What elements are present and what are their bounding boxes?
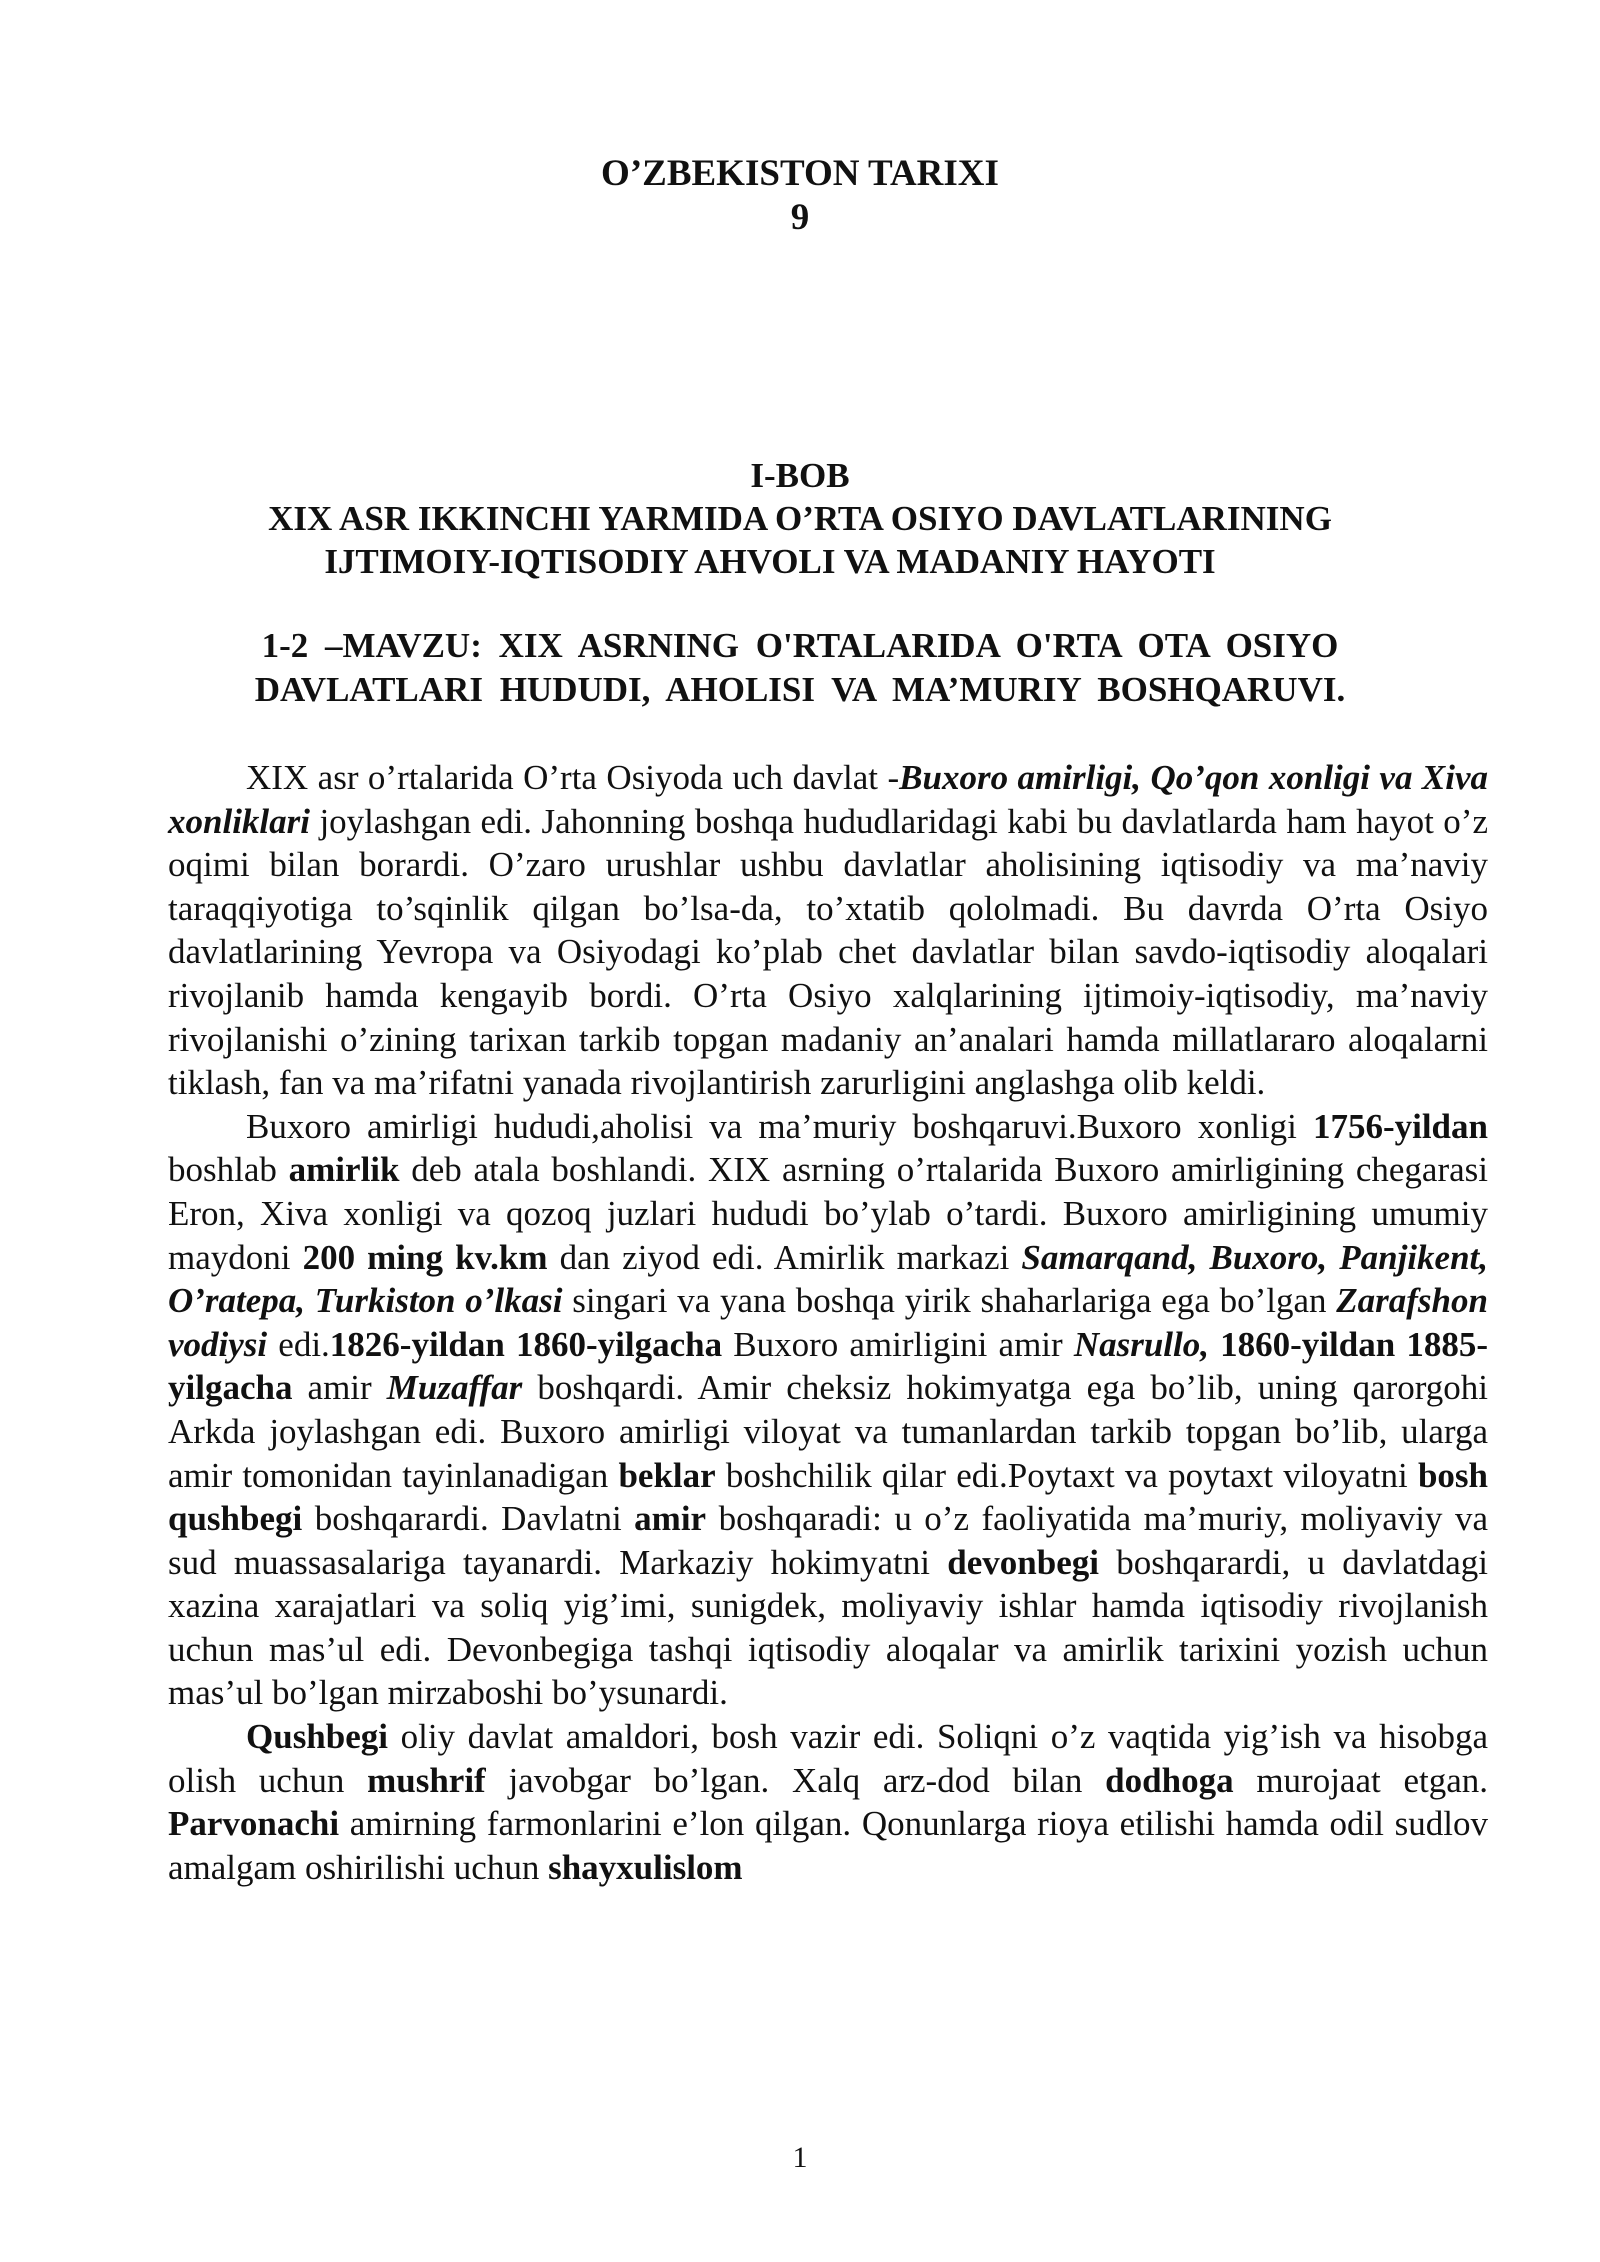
grade-number: 9 <box>790 197 810 238</box>
topic-title-line1: 1-2 –MAVZU: XIX ASRNING O'RTALARIDA O'RTA OTA OSIYO <box>261 626 1339 665</box>
emphasis-text: Buxoro amirligi, Qo’qon xonligi va Xiva xonliklari <box>168 758 1488 841</box>
text-run: XIX asr o’rtalarida O’rta Osiyoda uch davlat - <box>246 758 900 797</box>
text-run: deb atala boshlandi. XIX asrning o’rtalarida Buxoro amirligining chegarasi Eron, Xiva xonligi va qozoq juzlari hududi bo’ylab o’tardi. Buxoro amirligining umumiy maydoni <box>168 1150 1488 1277</box>
emphasis-text: Nasrullo, <box>1073 1324 1210 1364</box>
emphasis-text: Parvonachi <box>168 1804 340 1844</box>
emphasis-text: Samarqand, Buxoro, Panjikent, O’ratepa, Turkiston o’lkasi <box>168 1237 1489 1321</box>
text-run: javobgar bo’lgan. Xalq arz-dod bilan <box>485 1760 1106 1800</box>
text-run: Buxoro amirligi hududi,aholisi va ma’muriy boshqaruvi.Buxoro xonligi <box>246 1106 1313 1146</box>
emphasis-text: dodhoga <box>1105 1760 1234 1800</box>
emphasis-text: 200 ming kv.km <box>302 1237 548 1277</box>
paragraph <box>168 1105 1488 1715</box>
text-run: boshqaradi: u o’z faoliyatida ma’muriy, moliyaviy va sud muassasalariga tayanardi. Markaziy hokimyatni <box>168 1499 1488 1582</box>
text-run: amirning farmonlarini e’lon qilgan. Qonunlarga rioya etilishi hamda odil sudlov amalgam oshirilishi uchun <box>168 1804 1488 1887</box>
text-run: singari va yana boshqa yirik shaharlariga ega bo’lgan <box>562 1281 1337 1321</box>
text-run: boshchilik qilar edi.Poytaxt va poytaxt viloyatni <box>715 1455 1418 1495</box>
body-text <box>168 756 1488 1889</box>
topic-heading <box>0 624 1600 712</box>
emphasis-text: 1826-yildan 1860-yilgacha <box>329 1324 723 1364</box>
emphasis-text: bosh qushbegi <box>168 1455 1488 1539</box>
emphasis-text: Zarafshon vodiysi <box>168 1281 1488 1364</box>
text-run: Buxoro amirligini amir <box>722 1324 1074 1364</box>
chapter-title-line1: XIX ASR IKKINCHI YARMIDA O’RTA OSIYO DAVLATLARINING <box>268 499 1332 538</box>
emphasis-text: Qushbegi <box>246 1717 388 1757</box>
chapter-heading <box>0 454 1600 583</box>
text-run <box>1209 1325 1220 1364</box>
emphasis-text: beklar <box>618 1455 716 1495</box>
text-run: oliy davlat amaldori, bosh vazir edi. Soliqni o’z vaqtida yig’ish va hisobga olish uchun <box>168 1717 1488 1800</box>
text-run: dan ziyod edi. Amirlik markazi <box>547 1237 1022 1277</box>
emphasis-text: mushrif <box>367 1760 486 1800</box>
emphasis-text: shayxulislom <box>548 1847 743 1887</box>
emphasis-text: amirlik <box>288 1150 400 1190</box>
emphasis-text: Muzaffar <box>386 1368 523 1408</box>
emphasis-text: devonbegi <box>947 1542 1099 1582</box>
text-run: murojaat etgan. <box>1233 1760 1488 1800</box>
chapter-label: I-BOB <box>750 456 850 495</box>
emphasis-text: 1860-yildan 1885-yilgacha <box>168 1324 1488 1408</box>
text-run: edi. <box>267 1324 330 1364</box>
chapter-title-line2: IJTIMOIY-IQTISODIY AHVOLI VA MADANIY HAYOTI <box>324 542 1216 581</box>
emphasis-text: amir <box>634 1499 707 1539</box>
page-number: 1 <box>792 2141 808 2174</box>
topic-title-line2: DAVLATLARI HUDUDI, AHOLISI VA MA’MURIY BOSHQARUVI. <box>254 670 1346 709</box>
text-run: boshlab <box>168 1150 289 1190</box>
text-run: boshqarardi. Davlatni <box>302 1499 635 1539</box>
text-run: boshqardi. Amir cheksiz hokimyatga ega bo’lib, uning qarorgohi Arkda joylashgan edi. Buxoro amirligi viloyat va tumanlardan tarkib topgan bo’lib, ularga amir tomonidan tayinlanadigan <box>168 1368 1489 1495</box>
text-run: amir <box>292 1368 387 1408</box>
emphasis-text: 1756-yildan <box>1312 1106 1488 1146</box>
text-run: boshqarardi, u davlatdagi xazina xarajatlari va soliq yig’imi, sunigdek, moliyaviy ishlar hamda iqtisodiy rivojlanish uchun mas’ul edi. Devonbegiga tashqi iqtisodiy aloqalar va amirlik tarixini yozish uchun mas’ul bo’lgan mirzaboshi bo’ysunardi. <box>168 1542 1488 1713</box>
text-run: joylashgan edi. Jahonning boshqa hududlaridagi kabi bu davlatlarda ham hayot o’z oqimi bilan borardi. O’zaro urushlar ushbu davlatlar aholisining iqtisodiy va ma’naviy taraqqiyotiga to’sqinlik qilgan bo’lsa-da, to’xtatib qololmadi. Bu davrda O’rta Osiyo davlatlarining Yevropa va Osiyodagi ko’plab chet davlatlar bilan savdo-iqtisodiy aloqalari rivojlanib hamda kengayib bordi. O’rta Osiyo xalqlarining ijtimoiy-iqtisodiy, ma’naviy rivojlanishi o’zining tarixan tarkib topgan madaniy an’analari hamda millatlararo aloqalarni tiklash, fan va ma’rifatni yanada rivojlantirish zarurligini anglashga olib keldi. <box>168 801 1488 1103</box>
paragraph <box>168 756 1488 1105</box>
paragraph <box>168 1715 1488 1889</box>
document-title: O’ZBEKISTON TARIXI <box>601 153 999 194</box>
